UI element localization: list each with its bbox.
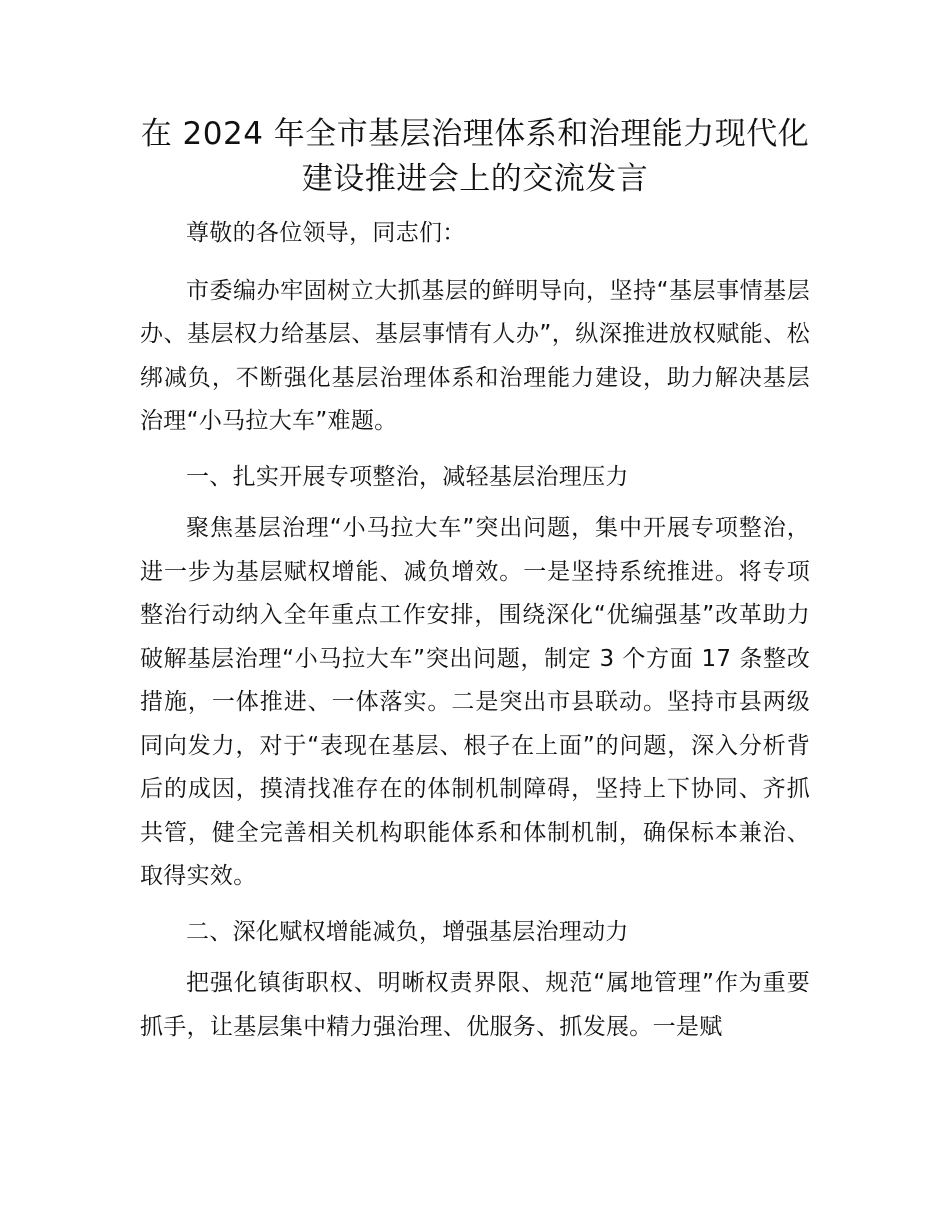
section-2-paragraph: 把强化镇街职权、明晰权责界限、规范“属地管理”作为重要抓手，让基层集中精力强治理、优服务、抓发展。一是赋 (140, 970, 810, 1040)
section-heading-1: 一、扎实开展专项整治，减轻基层治理压力 (186, 463, 629, 490)
intro-paragraph: 市委编办牢固树立大抓基层的鲜明导向，坚持“基层事情基层办、基层权力给基层、基层事情有人办”，纵深推进放权赋能、松绑减负，不断强化基层治理体系和治理能力建设，助力解决基层治理“小马拉大车”难题。 (140, 277, 810, 434)
document-title: 在 2024 年全市基层治理体系和治理能力现代化建设推进会上的交流发言 (140, 116, 810, 197)
section-heading-2: 二、深化赋权增能减负，增强基层治理动力 (186, 918, 629, 945)
section-1-paragraph: 聚焦基层治理“小马拉大车”突出问题，集中开展专项整治，进一步为基层赋权增能、减负增效。一是坚持系统推进。将专项整治行动纳入全年重点工作安排，围绕深化“优编强基”改革助力破解基层治理“小马拉大车”突出问题，制定 3 个方面 17 条整改措施，一体推进、一体落实。二是突出市县联动。坚持市县两级同向发力，对于“表现在基层、根子在上面”的问题，深入分析背后的成因，摸清找准存在的体制机制障碍，坚持上下协同、齐抓共管，健全完善相关机构职能体系和体制机制，确保标本兼治、取得实效。 (140, 515, 810, 889)
document-body (140, 212, 810, 1061)
salutation: 尊敬的各位领导，同志们： (186, 220, 466, 246)
